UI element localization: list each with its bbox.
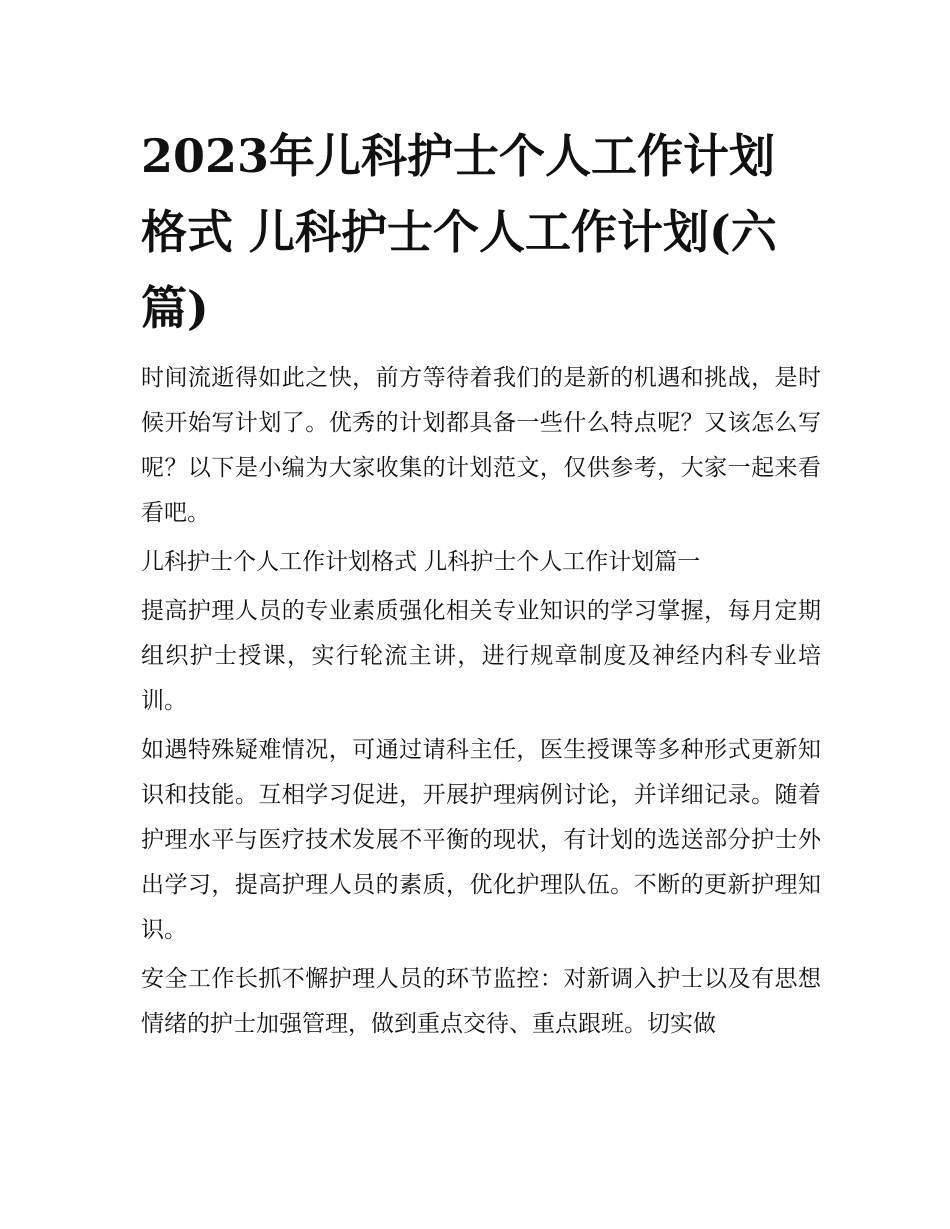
- body-paragraph-3: 安全工作长抓不懈护理人员的环节监控：对新调入护士以及有思想情绪的护士加强管理，做到重点交待、重点跟班。切实做: [141, 966, 821, 1037]
- body-paragraph-1: 提高护理人员的专业素质强化相关专业知识的学习掌握，每月定期组织护士授课，实行轮流主讲，进行规章制度及神经内科专业培训。: [141, 598, 821, 714]
- document-page: [141, 118, 821, 1051]
- document-title: 2023年儿科护士个人工作计划格式 儿科护士个人工作计划(六篇): [141, 129, 777, 335]
- body-paragraph-2: 如遇特殊疑难情况，可通过请科主任，医生授课等多种形式更新知识和技能。互相学习促进，开展护理病例讨论，并详细记录。随着护理水平与医疗技术发展不平衡的现状，有计划的选送部分护士外出学习，提高护理人员的素质，优化护理队伍。不断的更新护理知识。: [141, 737, 821, 943]
- section-heading: 儿科护士个人工作计划格式 儿科护士个人工作计划篇一: [141, 549, 701, 575]
- intro-paragraph: 时间流逝得如此之快，前方等待着我们的是新的机遇和挑战，是时候开始写计划了。优秀的计划都具备一些什么特点呢？又该怎么写呢？以下是小编为大家收集的计划范文，仅供参考，大家一起来看看吧。: [141, 365, 821, 526]
